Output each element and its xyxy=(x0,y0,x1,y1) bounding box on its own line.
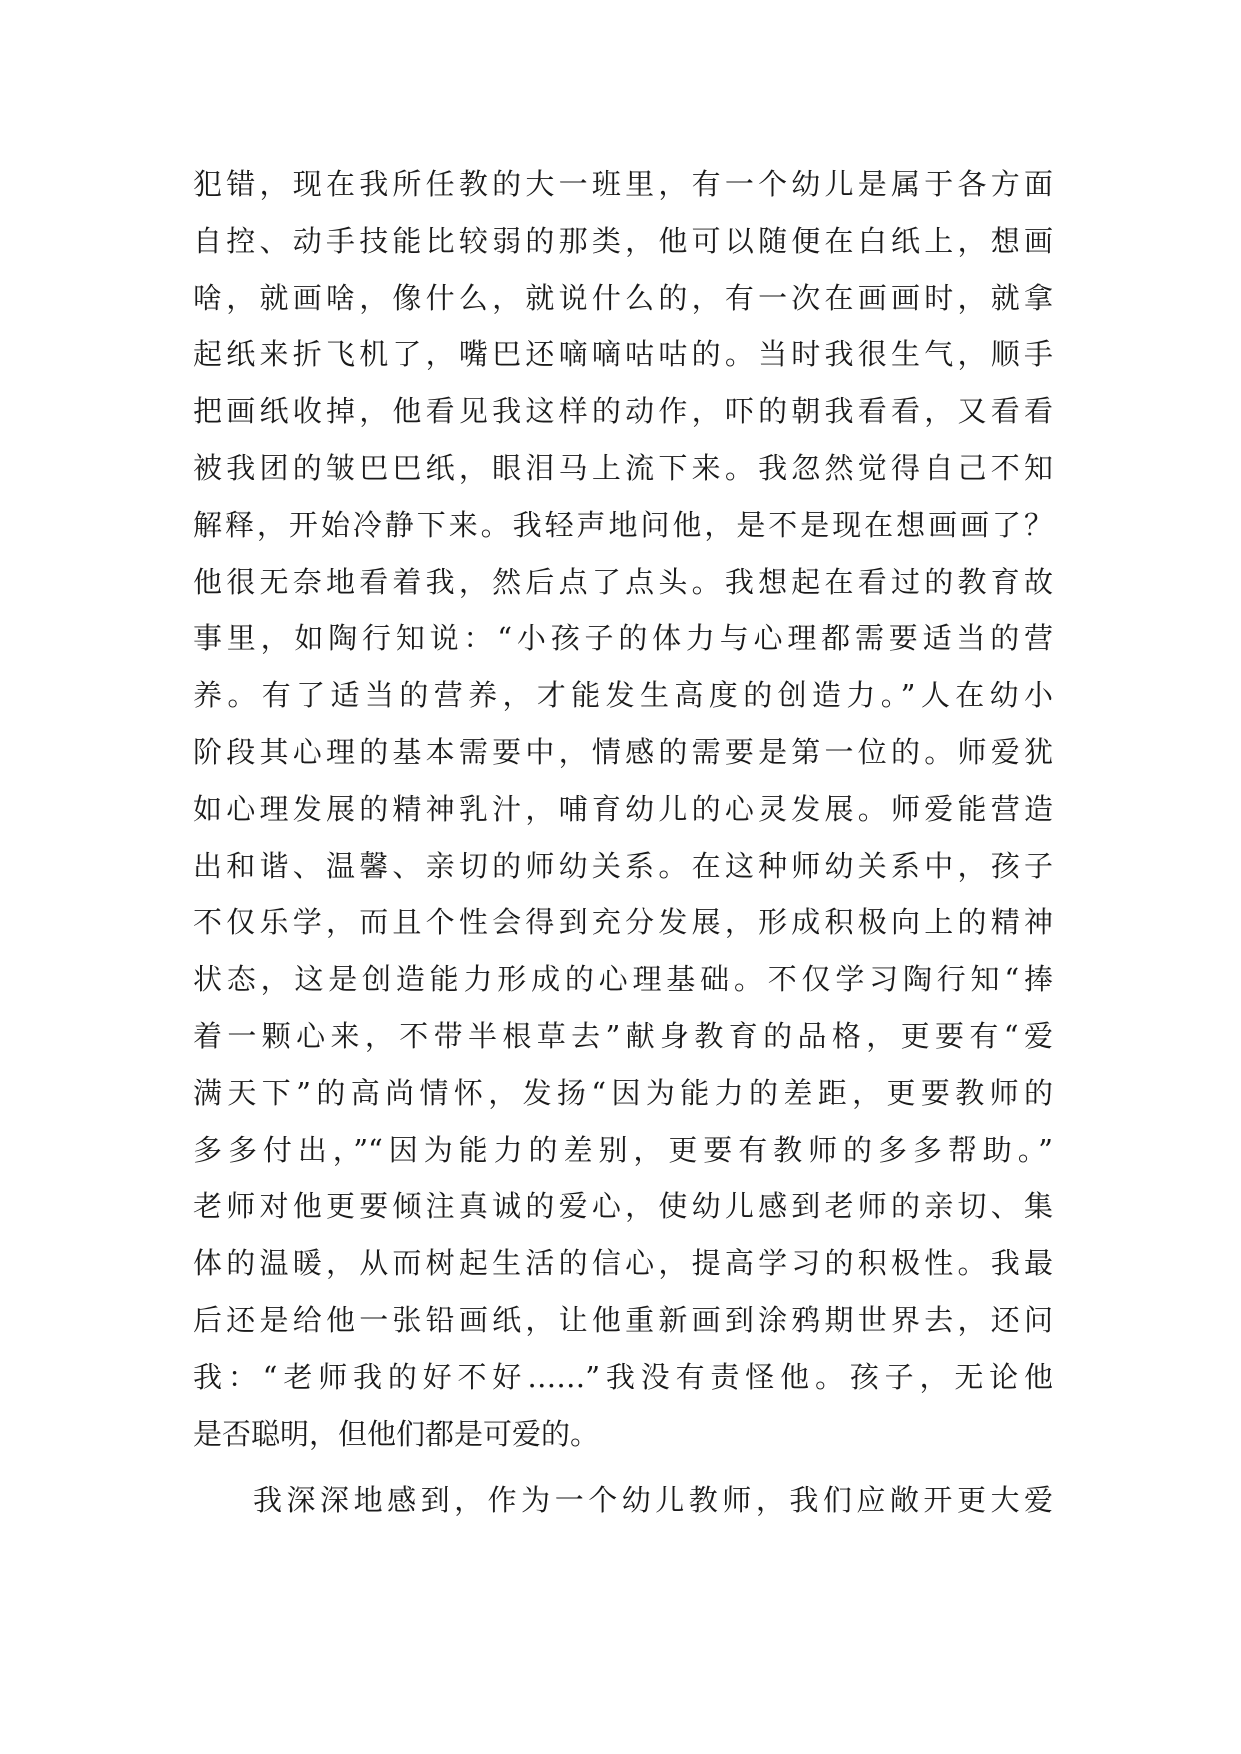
paragraph-gap xyxy=(193,1462,1053,1472)
text-line: 满天下”的高尚情怀，发扬“因为能力的差距，更要教师的 xyxy=(193,1075,1053,1110)
text-line: 把画纸收掉，他看见我这样的动作，吓的朝我看看，又看看 xyxy=(193,394,1053,429)
body-text xyxy=(193,156,1053,1529)
text-line: 状态，这是创造能力形成的心理基础。不仅学习陶行知“捧 xyxy=(193,962,1053,997)
text-line: 体的温暖，从而树起生活的信心，提高学习的积极性。我最 xyxy=(193,1246,1053,1281)
text-line: 啥，就画啥，像什么，就说什么的，有一次在画画时，就拿 xyxy=(193,280,1053,315)
text-line: 老师对他更要倾注真诚的爱心，使幼儿感到老师的亲切、集 xyxy=(193,1189,1053,1224)
text-line: 起纸来折飞机了，嘴巴还嘀嘀咕咕的。当时我很生气，顺手 xyxy=(193,337,1053,372)
text-line: 他很无奈地看着我，然后点了点头。我想起在看过的教育故 xyxy=(193,564,1053,599)
text-line: 解释，开始冷静下来。我轻声地问他，是不是现在想画画了？ xyxy=(193,507,1053,542)
text-line: 犯错，现在我所任教的大一班里，有一个幼儿是属于各方面 xyxy=(193,167,1053,201)
text-line: 不仅乐学，而且个性会得到充分发展，形成积极向上的精神 xyxy=(193,905,1053,940)
text-line: 着一颗心来，不带半根草去”献身教育的品格，更要有“爱 xyxy=(193,1018,1053,1053)
text-line: 出和谐、温馨、亲切的师幼关系。在这种师幼关系中，孩子 xyxy=(193,848,1053,883)
text-line: 我：“老师我的好不好……”我没有责怪他。孩子，无论他 xyxy=(193,1359,1053,1394)
text-line: 事里，如陶行知说：“小孩子的体力与心理都需要适当的营 xyxy=(193,621,1053,656)
text-line: 后还是给他一张铅画纸，让他重新画到涂鸦期世界去，还问 xyxy=(193,1302,1053,1337)
text-line: 多多付出，”“因为能力的差别，更要有教师的多多帮助。” xyxy=(193,1132,1053,1167)
text-line: 养。有了适当的营养，才能发生高度的创造力。”人在幼小 xyxy=(193,678,1053,713)
text-line: 我深深地感到，作为一个幼儿教师，我们应敞开更大爱 xyxy=(253,1483,1053,1518)
paragraph-2 xyxy=(193,1472,1053,1529)
text-line: 自控、动手技能比较弱的那类，他可以随便在白纸上，想画 xyxy=(193,223,1053,258)
paragraph-1 xyxy=(193,156,1053,1462)
text-line: 如心理发展的精神乳汁，哺育幼儿的心灵发展。师爱能营造 xyxy=(193,791,1053,826)
text-line: 阶段其心理的基本需要中，情感的需要是第一位的。师爱犹 xyxy=(193,734,1053,769)
text-line: 是否聪明，但他们都是可爱的。 xyxy=(193,1416,600,1451)
text-line: 被我团的皱巴巴纸，眼泪马上流下来。我忽然觉得自己不知 xyxy=(193,450,1053,485)
